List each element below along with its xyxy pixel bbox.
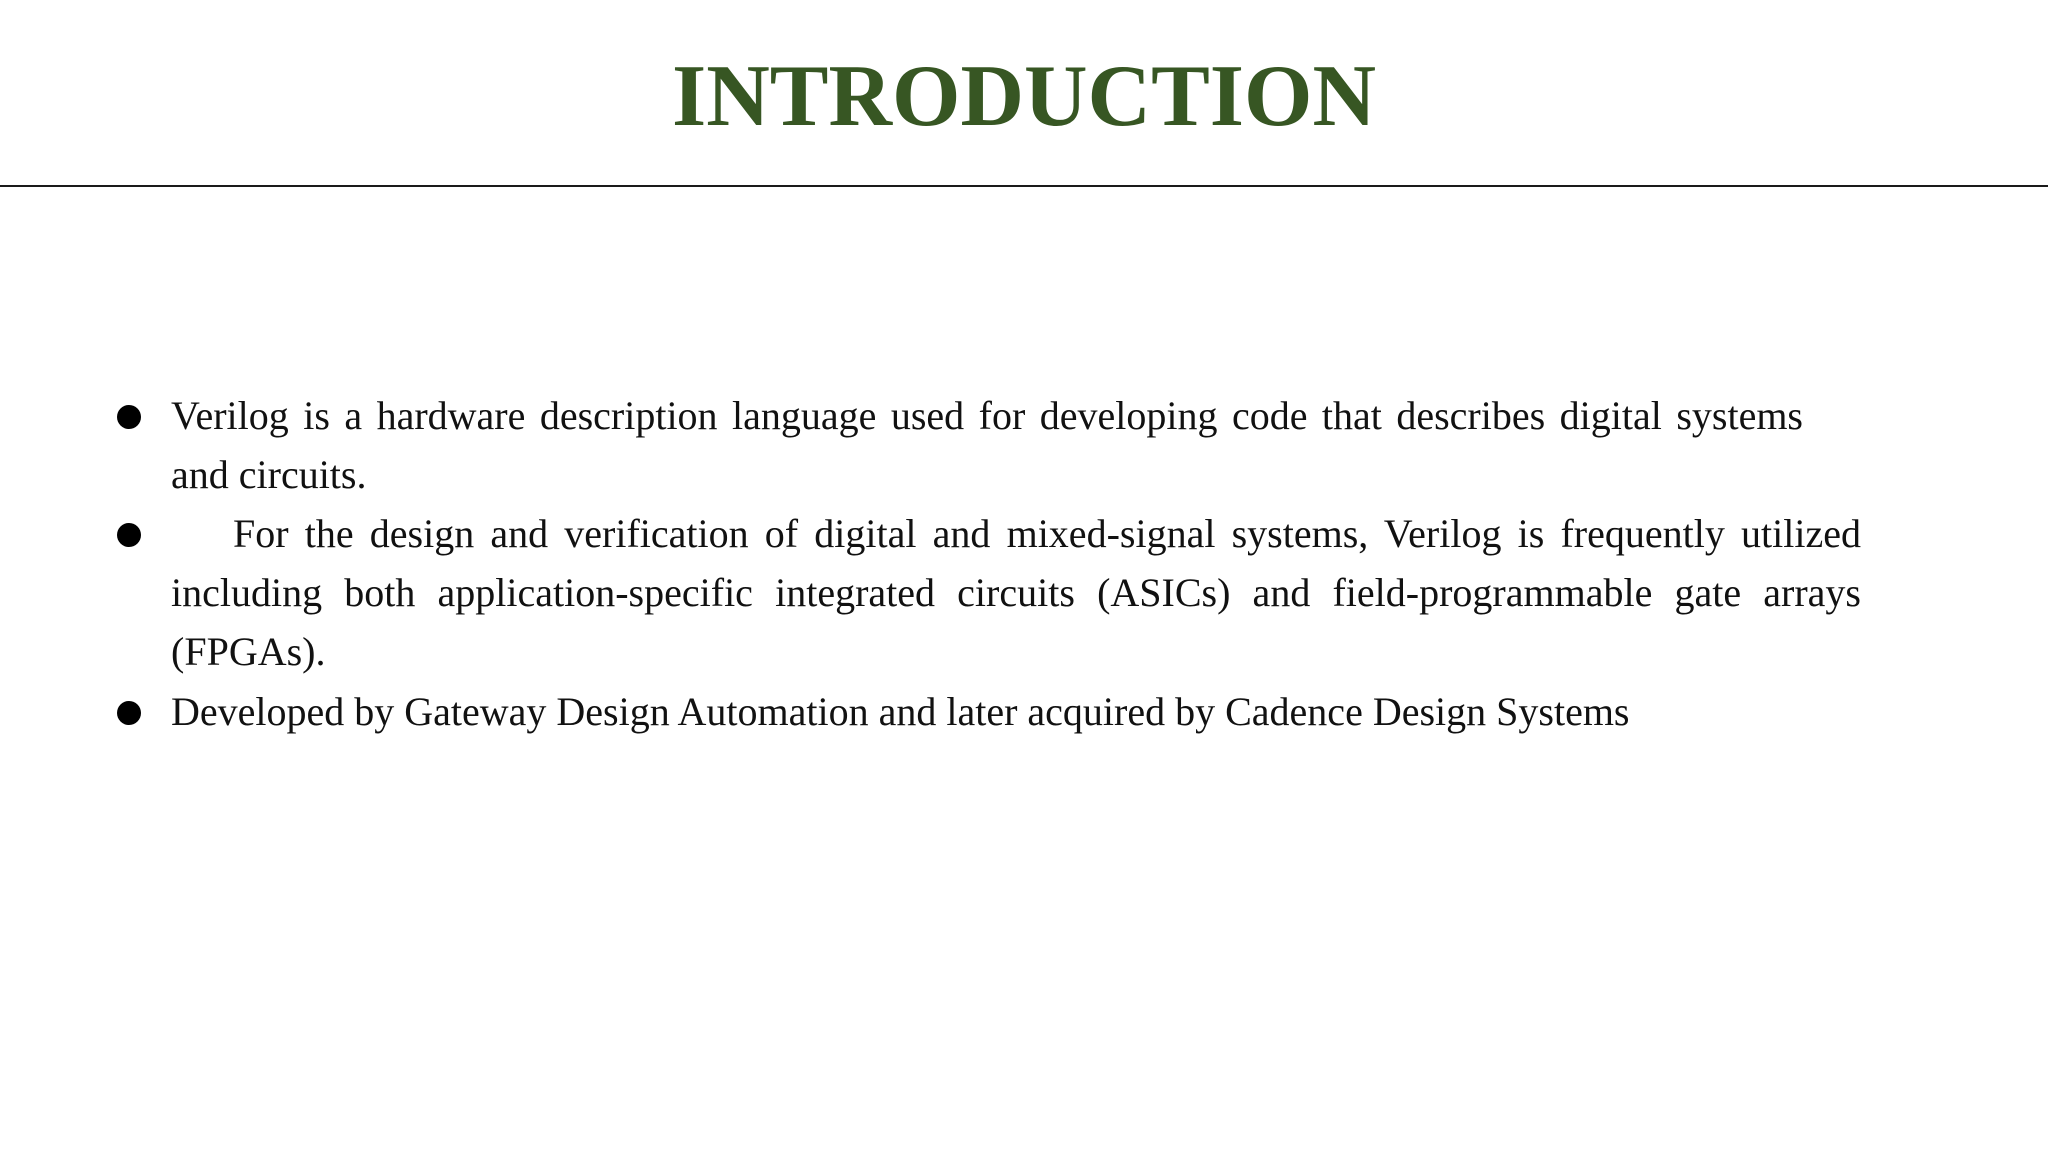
bullet-dot-icon [117, 405, 141, 429]
bullet-item-verilog-definition [171, 386, 1803, 504]
slide-title: INTRODUCTION [671, 48, 1377, 145]
bullet-text: Verilog is a hardware description language used for developing code that describes digital systems and circuits. [171, 393, 1803, 497]
bullet-item-verilog-usage [171, 504, 1861, 681]
bullet-text: For the design and verification of digital and mixed-signal systems, Verilog is frequently utilized including both application-specific integrated circuits (ASICs) and field-programmable gate arrays (FPGAs). [171, 511, 1861, 674]
bullet-item-verilog-history [171, 682, 1921, 741]
bullet-text: Developed by Gateway Design Automation and later acquired by Cadence Design Systems [171, 689, 1630, 734]
bullet-dot-icon [117, 701, 141, 725]
bullet-dot-icon [117, 523, 141, 547]
